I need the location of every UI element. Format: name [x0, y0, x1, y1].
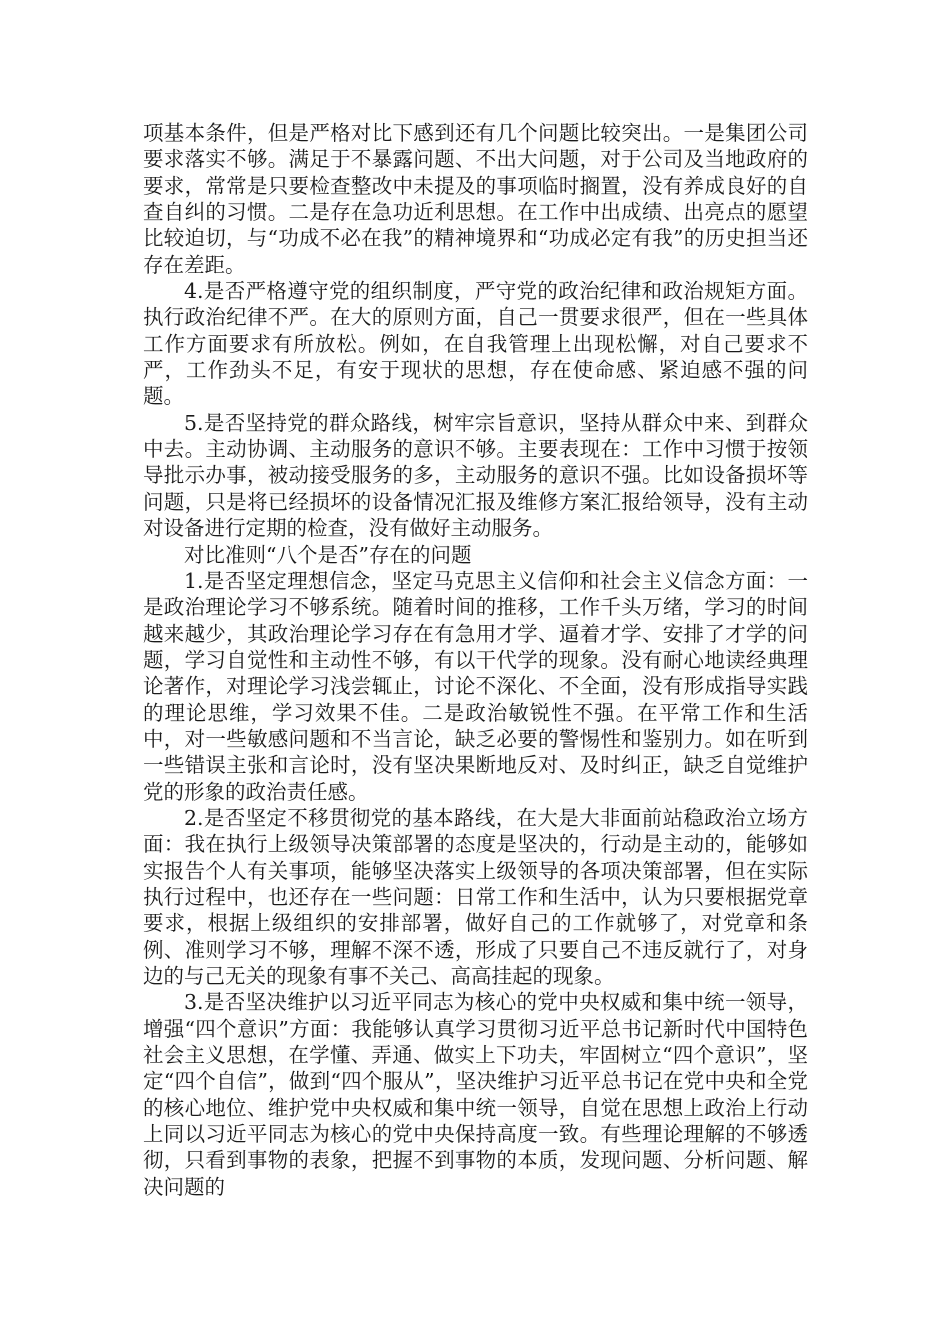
section-heading: 对比准则“八个是否”存在的问题 [184, 542, 472, 567]
paragraph-item-4: 4.是否严格遵守党的组织制度，严守党的政治纪律和政治规矩方面。执行政治纪律不严。在大的原则方面，自己一贯要求很严，但在一些具体工作方面要求有所放松。例如，在自我管理上出现松懈，对自己要求不严，工作劲头不足，有安于现状的思想，存在使命感、紧迫感不强的问题。 [143, 279, 808, 409]
paragraph-item-2: 2.是否坚定不移贯彻党的基本路线，在大是大非面前站稳政治立场方面：我在执行上级领导决策部署的态度是坚决的，行动是主动的，能够如实报告个人有关事项，能够坚决落实上级领导的各项决策部署，但在实际执行过程中，也还存在一些问题：日常工作和生活中，认为只要根据党章要求，根据上级组织的安排部署，做好自己的工作就够了，对党章和条例、准则学习不够，理解不深不透，形成了只要自己不违反就行了，对身边的与己无关的现象有事不关己、高高挂起的现象。 [143, 805, 808, 988]
paragraph-continuation: 项基本条件，但是严格对比下感到还有几个问题比较突出。一是集团公司要求落实不够。满足于不暴露问题、不出大问题，对于公司及当地政府的要求，常常是只要检查整改中未提及的事项临时搁置，没有养成良好的自查自纠的习惯。二是存在急功近利思想。在工作中出成绩、出亮点的愿望比较迫切，与“功成不必在我”的精神境界和“功成必定有我”的历史担当还存在差距。 [143, 121, 808, 277]
paragraph-item-5: 5.是否坚持党的群众路线，树牢宗旨意识，坚持从群众中来、到群众中去。主动协调、主动服务的意识不够。主要表现在：工作中习惯于按领导批示办事，被动接受服务的多，主动服务的意识不强。比如设备损坏等问题，只是将已经损坏的设备情况汇报及维修方案汇报给领导，没有主动对设备进行定期的检查，没有做好主动服务。 [143, 410, 808, 541]
document-body [143, 120, 808, 1200]
paragraph-item-3: 3.是否坚决维护以习近平同志为核心的党中央权威和集中统一领导，增强“四个意识”方面：我能够认真学习贯彻习近平总书记新时代中国特色社会主义思想，在学懂、弄通、做实上下功夫，牢固树立“四个意识”，坚定“四个自信”，做到“四个服从”，坚决维护习近平总书记在党中央和全党的核心地位、维护党中央权威和集中统一领导，自觉在思想上政治上行动上同以习近平同志为核心的党中央保持高度一致。有些理论理解的不够透彻，只看到事物的表象，把握不到事物的本质，发现问题、分析问题、解决问题的 [143, 990, 808, 1199]
paragraph-item-1: 1.是否坚定理想信念，坚定马克思主义信仰和社会主义信念方面：一是政治理论学习不够系统。随着时间的推移，工作千头万绪，学习的时间越来越少，其政治理论学习存在有急用才学、逼着才学、安排了才学的问题，学习自觉性和主动性不够，有以干代学的现象。没有耐心地读经典理论著作，对理论学习浅尝辄止，讨论不深化、不全面，没有形成指导实践的理论思维，学习效果不佳。二是政治敏锐性不强。在平常工作和生活中，对一些敏感问题和不当言论，缺乏必要的警惕性和鉴别力。如在听到一些错误主张和言论时，没有坚决果断地反对、及时纠正，缺乏自觉维护党的形象的政治责任感。 [143, 568, 808, 804]
